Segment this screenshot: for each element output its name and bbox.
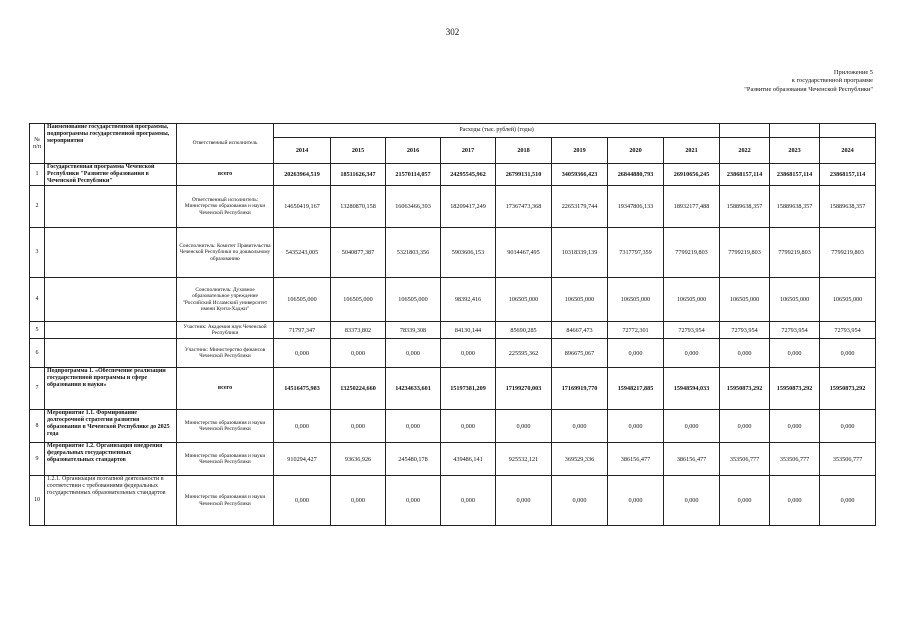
table-row xyxy=(30,186,876,228)
appendix-heading xyxy=(744,69,873,94)
header-year: 2017 xyxy=(441,138,496,164)
row-value: 106505,000 xyxy=(274,278,331,322)
row-value: 5903606,153 xyxy=(441,228,496,278)
row-executor: всего xyxy=(177,368,274,410)
row-value: 106505,000 xyxy=(496,278,552,322)
table-row xyxy=(30,228,876,278)
row-value: 15950873,292 xyxy=(820,368,876,410)
row-value: 23868157,114 xyxy=(770,164,820,186)
row-executor: Министерство образования и науки Чеченской Республики xyxy=(177,410,274,443)
row-value: 22653179,744 xyxy=(552,186,608,228)
header-year: 2021 xyxy=(664,138,720,164)
row-value: 26799131,510 xyxy=(496,164,552,186)
row-value: 9014467,495 xyxy=(496,228,552,278)
row-value: 15948217,885 xyxy=(608,368,664,410)
row-value: 10318339,139 xyxy=(552,228,608,278)
row-value: 26910656,245 xyxy=(664,164,720,186)
row-value: 369529,336 xyxy=(552,443,608,476)
row-executor: Ответственный исполнитель: Министерство образования и науки Чеченской Республики xyxy=(177,186,274,228)
row-value: 17367473,368 xyxy=(496,186,552,228)
row-value: 0,000 xyxy=(441,410,496,443)
row-name: 1.2.1. Организация поэтапной деятельности в соответствии с требованиями федеральных государственных образовательных стандартов xyxy=(45,476,177,526)
header-year: 2024 xyxy=(820,138,876,164)
table-row xyxy=(30,368,876,410)
row-value: 439486,141 xyxy=(441,443,496,476)
row-value: 0,000 xyxy=(720,339,770,368)
appendix-line-2: к государственной программе xyxy=(791,77,873,85)
row-value: 23868157,114 xyxy=(720,164,770,186)
table-row xyxy=(30,339,876,368)
row-value: 0,000 xyxy=(820,339,876,368)
table-row xyxy=(30,410,876,443)
header-year: 2016 xyxy=(386,138,441,164)
header-blank xyxy=(770,124,820,138)
row-name xyxy=(45,322,177,339)
row-value: 21570114,057 xyxy=(386,164,441,186)
table-row xyxy=(30,476,876,526)
row-value: 15889638,357 xyxy=(820,186,876,228)
row-value: 896675,067 xyxy=(552,339,608,368)
row-value: 18932177,488 xyxy=(664,186,720,228)
header-expenses: Расходы (тыс. рублей) (годы) xyxy=(274,124,720,138)
row-value: 34059366,423 xyxy=(552,164,608,186)
row-value: 72793,954 xyxy=(720,322,770,339)
row-value: 225595,362 xyxy=(496,339,552,368)
row-value: 13280870,158 xyxy=(331,186,386,228)
row-value: 7799219,803 xyxy=(820,228,876,278)
row-value: 0,000 xyxy=(770,410,820,443)
row-name xyxy=(45,228,177,278)
row-value: 93636,926 xyxy=(331,443,386,476)
row-value: 14650419,167 xyxy=(274,186,331,228)
row-value: 0,000 xyxy=(386,476,441,526)
header-name: Наименование государственной программы, подпрограммы государственной программы, мероприятия xyxy=(45,124,177,164)
row-value: 85690,285 xyxy=(496,322,552,339)
row-value: 353506,777 xyxy=(770,443,820,476)
row-value: 14516475,983 xyxy=(274,368,331,410)
row-executor: всего xyxy=(177,164,274,186)
row-value: 15950873,292 xyxy=(720,368,770,410)
row-value: 7799219,803 xyxy=(664,228,720,278)
row-value: 13250224,660 xyxy=(331,368,386,410)
row-value: 0,000 xyxy=(552,410,608,443)
row-value: 106505,000 xyxy=(720,278,770,322)
row-value: 0,000 xyxy=(664,410,720,443)
appendix-line-3: "Развитие образования Чеченской Республики" xyxy=(744,85,873,93)
header-year: 2018 xyxy=(496,138,552,164)
row-value: 106505,000 xyxy=(608,278,664,322)
table-row xyxy=(30,443,876,476)
row-value: 0,000 xyxy=(770,339,820,368)
row-value: 15950873,292 xyxy=(770,368,820,410)
row-value: 0,000 xyxy=(274,476,331,526)
header-year: 2015 xyxy=(331,138,386,164)
row-name: Государственная программа Чеченской Республики "Развитие образования в Чеченской Республики" xyxy=(45,164,177,186)
row-value: 0,000 xyxy=(770,476,820,526)
row-value: 7317797,359 xyxy=(608,228,664,278)
row-value: 386156,477 xyxy=(664,443,720,476)
row-value: 72772,301 xyxy=(608,322,664,339)
row-value: 17169919,770 xyxy=(552,368,608,410)
row-value: 7799219,803 xyxy=(770,228,820,278)
row-value: 106505,000 xyxy=(820,278,876,322)
row-name: Подпрограмма 1. «Обеспечение реализации государственной программы и сфере образования и науки» xyxy=(45,368,177,410)
table-row xyxy=(30,278,876,322)
row-value: 0,000 xyxy=(274,410,331,443)
header-year: 2022 xyxy=(720,138,770,164)
table-row xyxy=(30,322,876,339)
row-value: 0,000 xyxy=(664,339,720,368)
row-value: 23868157,114 xyxy=(820,164,876,186)
row-value: 0,000 xyxy=(441,339,496,368)
row-value: 0,000 xyxy=(552,476,608,526)
row-value: 386156,477 xyxy=(608,443,664,476)
row-value: 26844880,793 xyxy=(608,164,664,186)
row-value: 106505,000 xyxy=(552,278,608,322)
row-value: 24295545,962 xyxy=(441,164,496,186)
row-number: 8 xyxy=(30,410,45,443)
row-value: 15889638,357 xyxy=(770,186,820,228)
row-value: 18511626,347 xyxy=(331,164,386,186)
row-name: Мероприятие 1.1. Формирование долгосрочной стратегии развития образования в Чеченской Республике до 2025 года xyxy=(45,410,177,443)
row-value: 16063466,393 xyxy=(386,186,441,228)
row-value: 0,000 xyxy=(331,410,386,443)
row-value: 15889638,357 xyxy=(720,186,770,228)
row-value: 5435243,005 xyxy=(274,228,331,278)
row-value: 0,000 xyxy=(608,476,664,526)
row-value: 7799219,803 xyxy=(720,228,770,278)
row-value: 106505,000 xyxy=(386,278,441,322)
row-value: 5321803,356 xyxy=(386,228,441,278)
row-value: 0,000 xyxy=(274,339,331,368)
header-blank xyxy=(720,124,770,138)
row-value: 72793,954 xyxy=(770,322,820,339)
row-number: 2 xyxy=(30,186,45,228)
row-value: 0,000 xyxy=(331,339,386,368)
row-value: 0,000 xyxy=(386,339,441,368)
header-blank xyxy=(820,124,876,138)
row-value: 106505,000 xyxy=(664,278,720,322)
row-value: 0,000 xyxy=(496,410,552,443)
row-executor: Министерство образования и науки Чеченской Республики xyxy=(177,476,274,526)
row-value: 0,000 xyxy=(608,339,664,368)
appendix-line-1: Приложение 5 xyxy=(833,69,873,76)
page-number: 302 xyxy=(445,27,460,37)
row-value: 0,000 xyxy=(441,476,496,526)
row-value: 910294,427 xyxy=(274,443,331,476)
row-value: 72793,954 xyxy=(664,322,720,339)
row-value: 0,000 xyxy=(720,476,770,526)
row-executor: Соисполнитель: Комитет Правительства Чеченской Республики по дошкольному образованию xyxy=(177,228,274,278)
row-name xyxy=(45,186,177,228)
header-year: 2023 xyxy=(770,138,820,164)
row-number: 6 xyxy=(30,339,45,368)
row-value: 19347806,133 xyxy=(608,186,664,228)
row-value: 83373,802 xyxy=(331,322,386,339)
expenses-table xyxy=(29,123,876,526)
row-value: 106505,000 xyxy=(770,278,820,322)
row-value: 14234633,601 xyxy=(386,368,441,410)
row-value: 18209417,249 xyxy=(441,186,496,228)
row-value: 0,000 xyxy=(608,410,664,443)
row-executor: Министерство образования и науки Чеченской Республики xyxy=(177,443,274,476)
row-value: 84130,144 xyxy=(441,322,496,339)
header-year: 2019 xyxy=(552,138,608,164)
row-value: 0,000 xyxy=(496,476,552,526)
row-value: 72793,954 xyxy=(820,322,876,339)
row-value: 0,000 xyxy=(664,476,720,526)
header-year: 2014 xyxy=(274,138,331,164)
row-name xyxy=(45,278,177,322)
row-number: 5 xyxy=(30,322,45,339)
row-value: 5040877,387 xyxy=(331,228,386,278)
row-value: 78339,308 xyxy=(386,322,441,339)
row-executor: Соисполнитель: Духовное образовательное учреждение "Российский Исламский университет имени Кунта-Хаджи" xyxy=(177,278,274,322)
row-value: 20263964,519 xyxy=(274,164,331,186)
row-value: 98392,416 xyxy=(441,278,496,322)
row-name xyxy=(45,339,177,368)
row-value: 245480,178 xyxy=(386,443,441,476)
row-number: 7 xyxy=(30,368,45,410)
row-value: 925532,121 xyxy=(496,443,552,476)
row-value: 0,000 xyxy=(820,410,876,443)
row-value: 353506,777 xyxy=(720,443,770,476)
row-number: 3 xyxy=(30,228,45,278)
row-name: Мероприятие 1.2. Организация внедрения федеральных государственных образовательных стандартов xyxy=(45,443,177,476)
row-value: 0,000 xyxy=(386,410,441,443)
row-value: 353506,777 xyxy=(820,443,876,476)
row-number: 4 xyxy=(30,278,45,322)
row-value: 0,000 xyxy=(331,476,386,526)
row-number: 1 xyxy=(30,164,45,186)
row-value: 84667,473 xyxy=(552,322,608,339)
row-executor: Участник: Министерство финансов Чеченской Республики xyxy=(177,339,274,368)
row-value: 15197381,209 xyxy=(441,368,496,410)
row-value: 17199270,003 xyxy=(496,368,552,410)
header-num: № п/п xyxy=(30,124,45,164)
header-year: 2020 xyxy=(608,138,664,164)
row-value: 106505,000 xyxy=(331,278,386,322)
row-value: 71797,347 xyxy=(274,322,331,339)
table-row xyxy=(30,164,876,186)
row-number: 10 xyxy=(30,476,45,526)
row-value: 0,000 xyxy=(720,410,770,443)
row-executor: Участник: Академия наук Чеченской Республики xyxy=(177,322,274,339)
row-number: 9 xyxy=(30,443,45,476)
row-value: 15948594,033 xyxy=(664,368,720,410)
row-value: 0,000 xyxy=(820,476,876,526)
header-executor: Ответственный исполнитель xyxy=(177,124,274,164)
